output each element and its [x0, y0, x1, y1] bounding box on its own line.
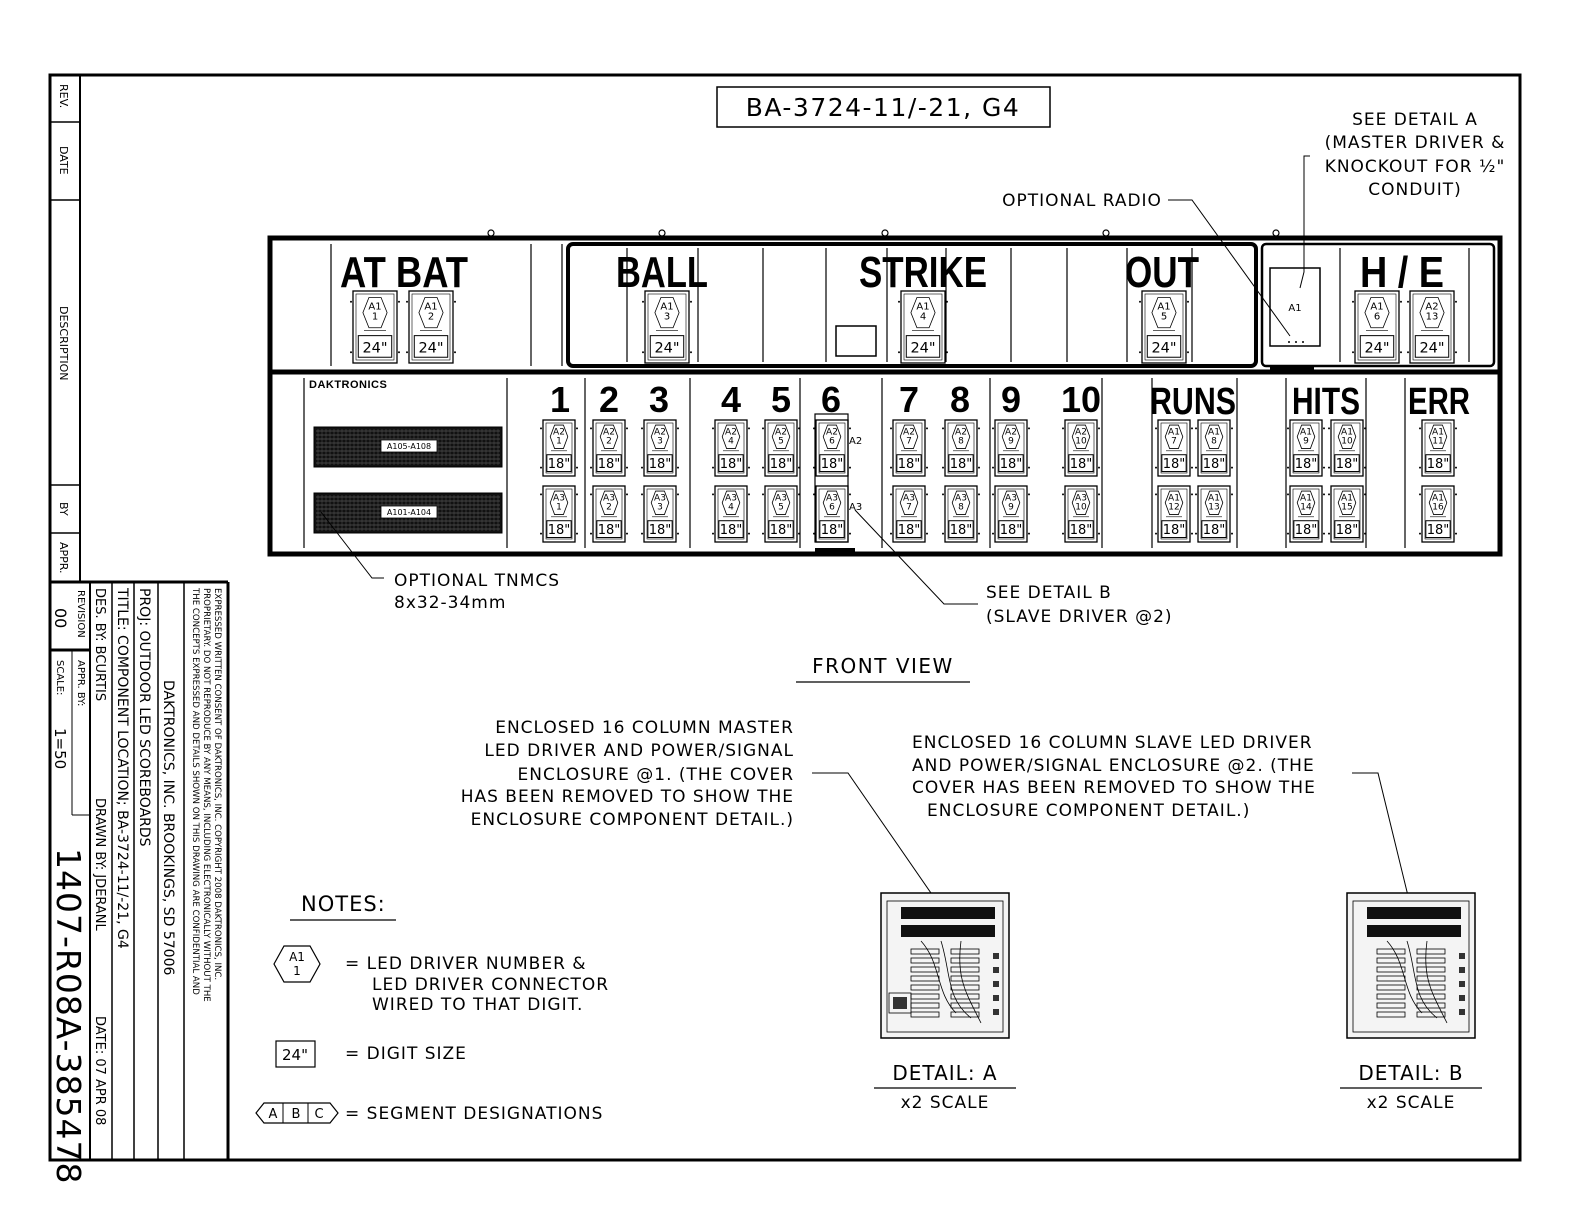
svg-text:10: 10: [1060, 379, 1102, 420]
svg-text:24": 24": [418, 340, 444, 357]
company-name: DAKTRONICS, INC. BROOKINGS, SD 57006: [160, 680, 176, 976]
svg-text:5: 5: [778, 502, 784, 513]
svg-text:2: 2: [606, 502, 612, 513]
svg-text:A1: A1: [1370, 301, 1384, 313]
svg-text:13: 13: [1425, 311, 1439, 323]
svg-text:24": 24": [1419, 340, 1445, 357]
svg-text:A1: A1: [1341, 493, 1353, 504]
by-field: BY: [57, 502, 70, 516]
digit-18-a1-9: [1287, 420, 1325, 476]
digit-24-a1-6: [1352, 291, 1402, 363]
drawing-title: TITLE: COMPONENT LOCATION; BA-3724-11/-21, G4: [114, 588, 130, 949]
svg-text:LED DRIVER CONNECTOR: LED DRIVER CONNECTOR: [372, 975, 610, 995]
svg-text:9: 9: [1008, 436, 1014, 447]
detail-b-enclosure: [1347, 893, 1475, 1038]
svg-text:5: 5: [778, 436, 784, 447]
blank-panel: [836, 326, 876, 356]
svg-text:2: 2: [598, 379, 620, 420]
svg-text:24": 24": [910, 340, 936, 357]
svg-text:A3: A3: [1075, 493, 1087, 504]
digit-18-a3-1: [540, 486, 578, 542]
svg-text:A1: A1: [289, 950, 305, 964]
digit-row-lower: [540, 486, 1457, 542]
drawn-by: DRAWN BY: JDERANL: [92, 798, 107, 931]
svg-text:18": 18": [597, 456, 621, 472]
svg-text:18": 18": [1294, 522, 1318, 538]
svg-text:A3: A3: [775, 493, 787, 504]
svg-text:2: 2: [427, 311, 435, 323]
svg-text:4: 4: [728, 436, 734, 447]
svg-text:3: 3: [648, 379, 670, 420]
svg-text:A3: A3: [553, 493, 565, 504]
svg-text:ENCLOSED 16 COLUMN MASTER: ENCLOSED 16 COLUMN MASTER: [495, 718, 794, 738]
digit-24-a1-4: [898, 291, 948, 363]
svg-text:A3: A3: [849, 502, 863, 513]
svg-text:18": 18": [648, 456, 672, 472]
svg-text:8: 8: [1211, 436, 1217, 447]
svg-text:A1: A1: [1208, 493, 1220, 504]
digit-18-a2-7: [890, 420, 928, 476]
digit-18-a2-2: [590, 420, 628, 476]
svg-text:18": 18": [949, 522, 973, 538]
svg-text:18": 18": [999, 456, 1023, 472]
digit-24-a2-13: [1407, 291, 1457, 363]
svg-text:24": 24": [1151, 340, 1177, 357]
designed-by: DES. BY: BCURTIS: [92, 588, 107, 702]
label-h-e: H / E: [1360, 248, 1444, 297]
svg-text:9: 9: [1000, 379, 1022, 420]
svg-text:SEE DETAIL A: SEE DETAIL A: [1352, 110, 1478, 130]
svg-text:6: 6: [829, 502, 835, 513]
svg-text:A1: A1: [1157, 301, 1171, 313]
svg-text:A1: A1: [1168, 427, 1180, 438]
svg-text:1: 1: [371, 311, 379, 323]
svg-text:24": 24": [1364, 340, 1390, 357]
svg-text:A3: A3: [603, 493, 615, 504]
digit-18-a1-7: [1155, 420, 1193, 476]
detail-b-title: DETAIL: B: [1358, 1061, 1464, 1085]
svg-text:= DIGIT SIZE: = DIGIT SIZE: [345, 1044, 467, 1064]
svg-text:18": 18": [769, 522, 793, 538]
label-strike: STRIKE: [859, 248, 987, 297]
digit-18-a1-13: [1195, 486, 1233, 542]
svg-text:OPTIONAL RADIO: OPTIONAL RADIO: [1002, 191, 1162, 211]
disclaimer-line-3: EXPRESSED WRITTEN CONSENT OF DAKTRONICS, INC. COPYRIGHT 2008 DAKTRONICS, INC.: [212, 588, 222, 981]
digit-18-a2-4: [712, 420, 750, 476]
svg-text:A2: A2: [903, 427, 915, 438]
revision-value: 00: [51, 608, 70, 629]
svg-text:3: 3: [663, 311, 671, 323]
svg-text:18": 18": [597, 522, 621, 538]
message-center-bottom: [314, 493, 502, 533]
svg-text:18": 18": [547, 522, 571, 538]
svg-text:ENCLOSURE @1. (THE COVER: ENCLOSURE @1. (THE COVER: [517, 765, 794, 785]
svg-text:A3: A3: [725, 493, 737, 504]
svg-text:15: 15: [1341, 502, 1353, 513]
svg-text:OPTIONAL TNMCS: OPTIONAL TNMCS: [394, 571, 561, 591]
svg-text:A2: A2: [849, 436, 863, 447]
svg-text:18": 18": [897, 456, 921, 472]
svg-text:18": 18": [1426, 522, 1450, 538]
svg-text:6: 6: [1373, 311, 1381, 323]
svg-text:A2: A2: [826, 427, 838, 438]
rev-field: REV.: [57, 84, 70, 109]
svg-text:7: 7: [898, 379, 920, 420]
svg-text:12: 12: [1168, 502, 1180, 513]
svg-text:A1: A1: [1300, 493, 1312, 504]
svg-text:COVER HAS BEEN REMOVED TO SHOW: COVER HAS BEEN REMOVED TO SHOW THE: [912, 778, 1316, 798]
digit-18-a3-9: [992, 486, 1030, 542]
scale-value: 1=50: [51, 728, 69, 770]
svg-text:24": 24": [362, 340, 388, 357]
label-ball: BALL: [616, 248, 708, 297]
front-view-title: FRONT VIEW: [812, 654, 954, 678]
svg-text:A3: A3: [903, 493, 915, 504]
svg-text:A1: A1: [1300, 427, 1312, 438]
digit-row-upper: [540, 420, 1457, 476]
svg-text:ENCLOSED 16 COLUMN SLAVE LED D: ENCLOSED 16 COLUMN SLAVE LED DRIVER: [912, 733, 1313, 753]
svg-text:8x32-34mm: 8x32-34mm: [394, 593, 507, 613]
digit-18-a2-9: [992, 420, 1030, 476]
svg-text:LED DRIVER AND POWER/SIGNAL: LED DRIVER AND POWER/SIGNAL: [484, 741, 794, 761]
svg-text:18": 18": [1202, 522, 1226, 538]
svg-text:4: 4: [720, 379, 742, 420]
top-digit-modules: [350, 291, 1457, 363]
svg-text:7: 7: [906, 502, 912, 513]
svg-text:8: 8: [949, 379, 971, 420]
svg-text:2: 2: [606, 436, 612, 447]
description-field: DESCRIPTION: [57, 306, 70, 381]
label-err: ERR: [1408, 381, 1470, 423]
svg-text:A2: A2: [775, 427, 787, 438]
svg-text:A2: A2: [725, 427, 737, 438]
svg-text:ENCLOSURE COMPONENT DETAIL.): ENCLOSURE COMPONENT DETAIL.): [470, 810, 794, 830]
project-name: PROJ: OUTDOOR LED SCOREBOARDS: [136, 588, 152, 847]
svg-text:3: 3: [657, 436, 663, 447]
notes-section: [256, 892, 609, 1124]
digit-18-a3-4: [712, 486, 750, 542]
revision-strip: [50, 75, 228, 582]
date-value: DATE: 07 APR 08: [92, 1016, 107, 1126]
detail-a-enclosure: [881, 893, 1009, 1038]
svg-text:C: C: [314, 1107, 324, 1122]
svg-text:18": 18": [1162, 456, 1186, 472]
svg-text:9: 9: [1303, 436, 1309, 447]
digit-18-a2-10: [1062, 420, 1100, 476]
digit-18-a2-8: [942, 420, 980, 476]
svg-text:24": 24": [654, 340, 680, 357]
svg-text:A3: A3: [1005, 493, 1017, 504]
svg-text:18": 18": [648, 522, 672, 538]
svg-text:AND POWER/SIGNAL ENCLOSURE @2.: AND POWER/SIGNAL ENCLOSURE @2. (THE: [912, 756, 1315, 776]
svg-text:A1: A1: [1288, 303, 1302, 314]
svg-text:A1: A1: [368, 301, 382, 313]
svg-text:B: B: [291, 1107, 301, 1122]
disclaimer-line-1: THE CONCEPTS EXPRESSED AND DETAILS SHOWN ON THIS DRAWING ARE CONFIDENTIAL AND: [190, 588, 200, 995]
svg-text:18": 18": [1335, 522, 1359, 538]
svg-text:A1: A1: [916, 301, 930, 313]
detail-b-scale: x2 SCALE: [1366, 1093, 1456, 1113]
svg-text:A1: A1: [1208, 427, 1220, 438]
svg-text:10: 10: [1341, 436, 1353, 447]
svg-text:= SEGMENT DESIGNATIONS: = SEGMENT DESIGNATIONS: [345, 1104, 604, 1124]
svg-text:A3: A3: [654, 493, 666, 504]
svg-text:8: 8: [958, 436, 964, 447]
detail-a-title: DETAIL: A: [892, 1061, 998, 1085]
scoreboard-front-view: [270, 230, 1500, 578]
svg-text:7: 7: [906, 436, 912, 447]
drawing-number: 1407-R08A-385478: [49, 848, 88, 1185]
digit-24-a1-2: [406, 291, 456, 363]
digit-18-a1-11: [1419, 420, 1457, 476]
appr-by-label: APPR. BY:: [75, 660, 86, 707]
svg-text:1: 1: [293, 964, 301, 978]
svg-text:18": 18": [1426, 456, 1450, 472]
drawing-title-text: BA-3724-11/-21, G4: [745, 93, 1021, 122]
svg-text:A: A: [268, 1107, 278, 1122]
digit-18-a3-7: [890, 486, 928, 542]
svg-text:7: 7: [1171, 436, 1177, 447]
digit-size-legend: [276, 1041, 315, 1067]
svg-text:18": 18": [1069, 522, 1093, 538]
detail-a-scale: x2 SCALE: [900, 1093, 990, 1113]
label-runs: RUNS: [1150, 381, 1236, 423]
digit-18-a1-10: [1328, 420, 1366, 476]
digit-18-a2-3: [641, 420, 679, 476]
digit-18-a3-6: [813, 486, 851, 542]
svg-text:1: 1: [556, 436, 562, 447]
svg-text:(MASTER DRIVER &: (MASTER DRIVER &: [1324, 133, 1506, 153]
svg-text:3: 3: [657, 502, 663, 513]
revision-label: REVISION: [75, 590, 86, 638]
svg-text:9: 9: [1008, 502, 1014, 513]
svg-text:8: 8: [958, 502, 964, 513]
digit-18-a2-5: [762, 420, 800, 476]
svg-text:(SLAVE DRIVER @2): (SLAVE DRIVER @2): [986, 607, 1173, 627]
digit-18-a1-15: [1328, 486, 1366, 542]
svg-text:10: 10: [1075, 502, 1087, 513]
svg-text:18": 18": [1162, 522, 1186, 538]
svg-text:A1: A1: [1341, 427, 1353, 438]
digit-18-a1-14: [1287, 486, 1325, 542]
message-center-top: [314, 427, 502, 467]
svg-text:4: 4: [919, 311, 927, 323]
digit-18-a3-3: [641, 486, 679, 542]
svg-text:A1: A1: [1168, 493, 1180, 504]
svg-text:18": 18": [897, 522, 921, 538]
appr-field: APPR.: [57, 542, 70, 574]
digit-18-a3-5: [762, 486, 800, 542]
driver-hexagon-legend: [274, 946, 320, 982]
svg-text:18": 18": [999, 522, 1023, 538]
svg-text:A101-A104: A101-A104: [386, 508, 432, 517]
svg-text:SEE DETAIL B: SEE DETAIL B: [986, 583, 1112, 603]
svg-text:5: 5: [1160, 311, 1168, 323]
digit-18-a1-12: [1155, 486, 1193, 542]
svg-text:18": 18": [769, 456, 793, 472]
notes-title: NOTES:: [301, 892, 386, 916]
svg-text:A2: A2: [603, 427, 615, 438]
svg-text:A1: A1: [1432, 427, 1444, 438]
svg-text:10: 10: [1075, 436, 1087, 447]
svg-text:18": 18": [719, 522, 743, 538]
svg-text:18": 18": [1335, 456, 1359, 472]
optional-tnmcs-callout: [394, 571, 560, 613]
digit-18-a3-2: [590, 486, 628, 542]
segment-legend: [256, 1103, 338, 1123]
svg-text:A2: A2: [1005, 427, 1017, 438]
svg-text:A3: A3: [826, 493, 838, 504]
digit-18-a2-1: [540, 420, 578, 476]
svg-text:18": 18": [820, 522, 844, 538]
digit-18-a3-10: [1062, 486, 1100, 542]
svg-text:ENCLOSURE COMPONENT DETAIL.): ENCLOSURE COMPONENT DETAIL.): [927, 801, 1251, 821]
svg-text:A1: A1: [660, 301, 674, 313]
label-hits: HITS: [1292, 381, 1360, 423]
svg-text:16: 16: [1432, 502, 1444, 513]
title-block: [49, 582, 228, 1185]
svg-text:A1: A1: [1432, 493, 1444, 504]
svg-text:6: 6: [829, 436, 835, 447]
disclaimer-line-2: PROPRIETARY. DO NOT REPRODUCE BY ANY MEANS, INCLUDING ELECTRONICALLY WITHOUT THE: [201, 588, 211, 1002]
svg-text:1: 1: [556, 502, 562, 513]
svg-text:CONDUIT): CONDUIT): [1368, 180, 1462, 200]
digit-24-a1-1: [350, 291, 400, 363]
svg-text:14: 14: [1300, 502, 1312, 513]
svg-text:A3: A3: [955, 493, 967, 504]
label-out: OUT: [1125, 248, 1200, 297]
svg-text:A2: A2: [955, 427, 967, 438]
svg-text:5: 5: [770, 379, 792, 420]
svg-text:KNOCKOUT FOR ½": KNOCKOUT FOR ½": [1324, 157, 1506, 177]
brand-logo: DAKTRONICS: [309, 379, 388, 391]
svg-text:24": 24": [282, 1046, 308, 1064]
digit-18-a3-8: [942, 486, 980, 542]
svg-text:A2: A2: [654, 427, 666, 438]
svg-text:13: 13: [1208, 502, 1220, 513]
svg-text:A2: A2: [553, 427, 565, 438]
svg-text:A2: A2: [1425, 301, 1439, 313]
digit-24-a1-3: [642, 291, 692, 363]
svg-text:11: 11: [1432, 436, 1444, 447]
svg-text:18": 18": [547, 456, 571, 472]
svg-text:6: 6: [820, 379, 842, 420]
svg-text:4: 4: [728, 502, 734, 513]
digit-18-a1-8: [1195, 420, 1233, 476]
svg-text:18": 18": [1294, 456, 1318, 472]
svg-text:WIRED TO THAT DIGIT.: WIRED TO THAT DIGIT.: [372, 995, 584, 1015]
svg-text:18": 18": [719, 456, 743, 472]
date-field: DATE: [57, 146, 70, 175]
digit-18-a1-16: [1419, 486, 1457, 542]
svg-text:18": 18": [949, 456, 973, 472]
svg-text:HAS BEEN REMOVED TO SHOW THE: HAS BEEN REMOVED TO SHOW THE: [460, 787, 794, 807]
svg-text:18": 18": [1202, 456, 1226, 472]
svg-text:= LED DRIVER NUMBER &: = LED DRIVER NUMBER &: [345, 954, 587, 974]
scale-label: SCALE:: [54, 660, 65, 696]
svg-text:18": 18": [820, 456, 844, 472]
digit-18-a2-6: [813, 420, 851, 476]
svg-text:A2: A2: [1075, 427, 1087, 438]
label-at-bat: AT BAT: [340, 248, 469, 297]
svg-text:A105-A108: A105-A108: [386, 442, 432, 451]
svg-text:A1: A1: [424, 301, 438, 313]
svg-text:1: 1: [549, 379, 571, 420]
digit-24-a1-5: [1139, 291, 1189, 363]
svg-text:18": 18": [1069, 456, 1093, 472]
